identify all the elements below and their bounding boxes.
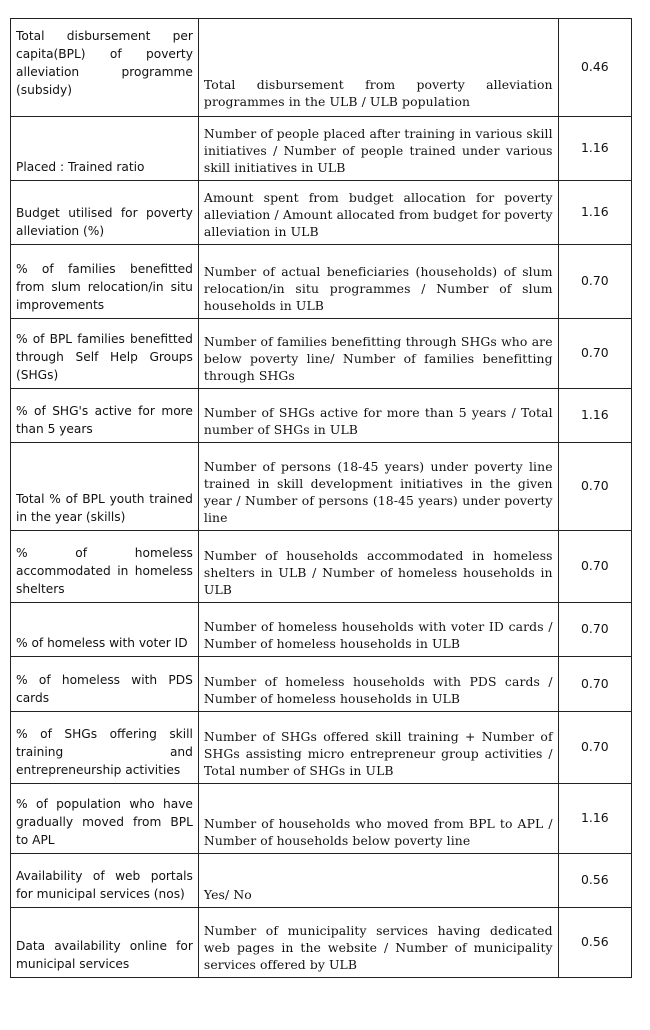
indicator-formula: Number of municipality services having dedicated web pages in the website / Number of municipality services offered by ULB <box>198 908 558 978</box>
indicator-weight: 0.70 <box>558 245 631 319</box>
indicator-weight: 1.16 <box>558 117 631 181</box>
indicator-formula: Number of households accommodated in homeless shelters in ULB / Number of homeless households in ULB <box>198 531 558 603</box>
indicator-name: % of SHG's active for more than 5 years <box>11 389 199 443</box>
table-row <box>11 245 632 319</box>
indicator-weight: 0.70 <box>558 319 631 389</box>
indicator-weight: 1.16 <box>558 181 631 245</box>
indicator-name: Budget utilised for poverty alleviation (%) <box>11 181 199 245</box>
indicator-formula: Number of actual beneficiaries (households) of slum relocation/in situ programmes / Number of slum households in ULB <box>198 245 558 319</box>
table-row <box>11 181 632 245</box>
indicator-name: Placed : Trained ratio <box>11 117 199 181</box>
indicator-name: % of homeless with voter ID <box>11 603 199 657</box>
table-row <box>11 712 632 784</box>
indicator-formula: Number of SHGs active for more than 5 years / Total number of SHGs in ULB <box>198 389 558 443</box>
indicator-weight: 0.46 <box>558 19 631 117</box>
indicator-table <box>10 18 632 978</box>
indicator-formula: Number of homeless households with PDS cards / Number of homeless households in ULB <box>198 657 558 712</box>
table-row <box>11 784 632 854</box>
document-page <box>10 18 632 978</box>
table-row <box>11 117 632 181</box>
indicator-name: % of families benefitted from slum relocation/in situ improvements <box>11 245 199 319</box>
indicator-formula: Number of households who moved from BPL to APL / Number of households below poverty line <box>198 784 558 854</box>
table-row <box>11 854 632 908</box>
indicator-formula: Total disbursement from poverty alleviation programmes in the ULB / ULB population <box>198 19 558 117</box>
indicator-name: Total % of BPL youth trained in the year (skills) <box>11 443 199 531</box>
table-row <box>11 443 632 531</box>
indicator-name: % of BPL families benefitted through Self Help Groups (SHGs) <box>11 319 199 389</box>
table-row <box>11 389 632 443</box>
indicator-formula: Yes/ No <box>198 854 558 908</box>
indicator-weight: 1.16 <box>558 389 631 443</box>
indicator-name: % of homeless accommodated in homeless shelters <box>11 531 199 603</box>
table-row <box>11 319 632 389</box>
indicator-formula: Number of SHGs offered skill training + Number of SHGs assisting micro entrepreneur group activities / Total number of SHGs in ULB <box>198 712 558 784</box>
indicator-weight: 0.56 <box>558 908 631 978</box>
indicator-formula: Number of people placed after training in various skill initiatives / Number of people trained under various skill initiatives in ULB <box>198 117 558 181</box>
indicator-formula: Number of families benefitting through SHGs who are below poverty line/ Number of families benefitting through SHGs <box>198 319 558 389</box>
table-row <box>11 657 632 712</box>
indicator-weight: 0.70 <box>558 443 631 531</box>
indicator-weight: 0.70 <box>558 603 631 657</box>
indicator-name: % of population who have gradually moved from BPL to APL <box>11 784 199 854</box>
indicator-name: % of SHGs offering skill training and entrepreneurship activities <box>11 712 199 784</box>
table-row <box>11 531 632 603</box>
indicator-formula: Amount spent from budget allocation for poverty alleviation / Amount allocated from budget for poverty alleviation in ULB <box>198 181 558 245</box>
indicator-weight: 1.16 <box>558 784 631 854</box>
table-row <box>11 908 632 978</box>
table-row <box>11 19 632 117</box>
indicator-name: % of homeless with PDS cards <box>11 657 199 712</box>
indicator-formula: Number of homeless households with voter ID cards / Number of homeless households in ULB <box>198 603 558 657</box>
indicator-name: Data availability online for municipal services <box>11 908 199 978</box>
indicator-name: Availability of web portals for municipal services (nos) <box>11 854 199 908</box>
indicator-formula: Number of persons (18-45 years) under poverty line trained in skill development initiatives in the given year / Number of persons (18-45 years) under poverty line <box>198 443 558 531</box>
indicator-weight: 0.70 <box>558 712 631 784</box>
indicator-weight: 0.70 <box>558 531 631 603</box>
indicator-weight: 0.56 <box>558 854 631 908</box>
indicator-name: Total disbursement per capita(BPL) of poverty alleviation programme (subsidy) <box>11 19 199 117</box>
indicator-weight: 0.70 <box>558 657 631 712</box>
table-row <box>11 603 632 657</box>
